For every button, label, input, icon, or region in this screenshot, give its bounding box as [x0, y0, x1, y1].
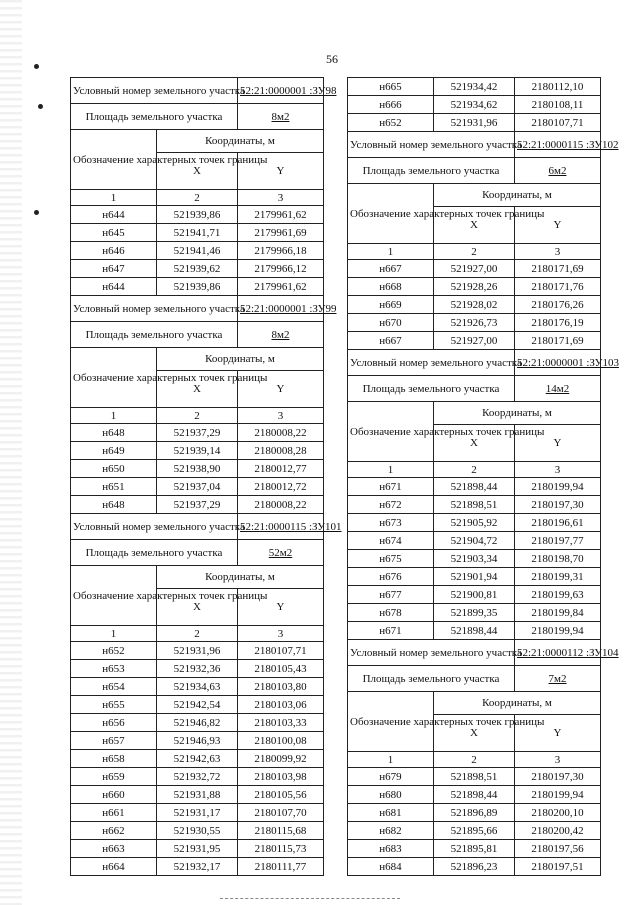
column-number: 2 — [157, 408, 238, 424]
y-coordinate: 2180107,71 — [238, 642, 324, 660]
x-coordinate: 521904,72 — [434, 532, 515, 550]
y-coordinate: 2180012,72 — [238, 478, 324, 496]
y-coordinate: 2180103,33 — [238, 714, 324, 732]
column-number-row — [71, 408, 324, 424]
y-coordinate: 2180199,94 — [515, 622, 601, 640]
table-row — [71, 478, 324, 496]
y-coordinate: 2180099,92 — [238, 750, 324, 768]
point-name: н647 — [71, 260, 157, 278]
coords-header-row — [71, 566, 324, 589]
y-coordinate: 2180197,77 — [515, 532, 601, 550]
scan-edge — [0, 0, 22, 905]
table-row — [71, 660, 324, 678]
table-row — [71, 442, 324, 460]
parcel-area-row — [71, 540, 324, 566]
parcel-area-label: Площадь земельного участка — [348, 158, 515, 184]
point-name: н671 — [348, 622, 434, 640]
point-name: н673 — [348, 514, 434, 532]
parcel-area-label: Площадь земельного участка — [71, 322, 238, 348]
x-coordinate: 521934,63 — [157, 678, 238, 696]
x-coordinate: 521937,29 — [157, 424, 238, 442]
parcel-number-label: Условный номер земельного участка — [348, 132, 515, 158]
page-number: 56 — [326, 52, 338, 66]
table-row — [348, 96, 601, 114]
column-number-row — [348, 462, 601, 478]
point-name: н668 — [348, 278, 434, 296]
table-row — [348, 858, 601, 876]
y-header: Y — [238, 153, 324, 190]
point-name: н650 — [71, 460, 157, 478]
point-name: н659 — [71, 768, 157, 786]
table-row — [348, 496, 601, 514]
point-name: н667 — [348, 332, 434, 350]
x-coordinate: 521941,71 — [157, 224, 238, 242]
point-name: н670 — [348, 314, 434, 332]
x-header: X — [434, 425, 515, 462]
x-coordinate: 521898,44 — [434, 622, 515, 640]
left-coordinates-table — [70, 77, 342, 876]
right-coordinates-table — [347, 77, 619, 876]
column-number: 1 — [71, 408, 157, 424]
y-coordinate: 2180108,11 — [515, 96, 601, 114]
x-coordinate: 521905,92 — [434, 514, 515, 532]
parcel-area-value: 8м2 — [238, 104, 324, 130]
point-name: н652 — [348, 114, 434, 132]
coords-header-row — [348, 402, 601, 425]
parcel-area-value: 8м2 — [238, 322, 324, 348]
table-row — [71, 642, 324, 660]
x-coordinate: 521942,63 — [157, 750, 238, 768]
parcel-area-label: Площадь земельного участка — [348, 666, 515, 692]
y-coordinate: 2180103,98 — [238, 768, 324, 786]
column-number: 1 — [348, 462, 434, 478]
parcel-number-value: 52:21:0000001 :ЗУ103 — [515, 350, 601, 376]
point-name: н664 — [71, 858, 157, 876]
y-coordinate: 2180200,42 — [515, 822, 601, 840]
column-number: 3 — [238, 408, 324, 424]
x-coordinate: 521931,96 — [434, 114, 515, 132]
table-row — [348, 786, 601, 804]
y-coordinate: 2180199,31 — [515, 568, 601, 586]
point-name: н653 — [71, 660, 157, 678]
column-number: 1 — [348, 752, 434, 768]
x-coordinate: 521939,86 — [157, 278, 238, 296]
x-coordinate: 521932,17 — [157, 858, 238, 876]
point-name: н654 — [71, 678, 157, 696]
point-name: н676 — [348, 568, 434, 586]
x-coordinate: 521937,29 — [157, 496, 238, 514]
parcel-number-row — [71, 78, 324, 104]
x-coordinate: 521930,55 — [157, 822, 238, 840]
coordinates-header: Координаты, м — [157, 130, 324, 153]
parcel-area-row — [348, 666, 601, 692]
y-coordinate: 2180103,06 — [238, 696, 324, 714]
point-name: н644 — [71, 206, 157, 224]
point-designation-header: Обозначение характерных точек границы — [348, 402, 434, 462]
parcel-number-value: 52:21:0000115 :ЗУ102 — [515, 132, 601, 158]
parcel-number-row — [348, 350, 601, 376]
x-coordinate: 521927,00 — [434, 260, 515, 278]
coords-header-row — [348, 184, 601, 207]
point-name: н682 — [348, 822, 434, 840]
column-number: 2 — [434, 244, 515, 260]
y-coordinate: 2180197,30 — [515, 496, 601, 514]
y-coordinate: 2180171,69 — [515, 332, 601, 350]
point-name: н665 — [348, 78, 434, 96]
coords-header-row — [348, 692, 601, 715]
y-coordinate: 2180199,94 — [515, 786, 601, 804]
parcel-number-row — [348, 132, 601, 158]
table-row — [71, 714, 324, 732]
y-coordinate: 2180100,08 — [238, 732, 324, 750]
table-row — [348, 604, 601, 622]
point-name: н652 — [71, 642, 157, 660]
y-coordinate: 2180012,77 — [238, 460, 324, 478]
parcel-number-value: 52:21:0000001 :ЗУ99 — [238, 296, 324, 322]
table-row — [348, 586, 601, 604]
y-coordinate: 2180008,22 — [238, 424, 324, 442]
point-name: н657 — [71, 732, 157, 750]
x-coordinate: 521946,82 — [157, 714, 238, 732]
table-row — [348, 296, 601, 314]
x-coordinate: 521901,94 — [434, 568, 515, 586]
column-number: 2 — [434, 752, 515, 768]
y-coordinate: 2180199,94 — [515, 478, 601, 496]
table-row — [71, 768, 324, 786]
parcel-area-row — [71, 104, 324, 130]
point-name: н679 — [348, 768, 434, 786]
point-name: н646 — [71, 242, 157, 260]
parcel-number-value: 52:21:0000112 :ЗУ104 — [515, 640, 601, 666]
table-row — [348, 514, 601, 532]
table-row — [71, 822, 324, 840]
y-header: Y — [515, 715, 601, 752]
table-row — [348, 478, 601, 496]
table-row — [348, 568, 601, 586]
x-coordinate: 521898,51 — [434, 496, 515, 514]
point-name: н677 — [348, 586, 434, 604]
point-name: н648 — [71, 496, 157, 514]
table-row — [71, 678, 324, 696]
parcel-number-label: Условный номер земельного участка — [348, 350, 515, 376]
y-coordinate: 2180176,26 — [515, 296, 601, 314]
parcel-number-label: Условный номер земельного участка — [71, 514, 238, 540]
y-coordinate: 2180171,69 — [515, 260, 601, 278]
y-coordinate: 2179961,62 — [238, 206, 324, 224]
x-coordinate: 521927,00 — [434, 332, 515, 350]
column-number: 2 — [157, 626, 238, 642]
y-coordinate: 2180105,56 — [238, 786, 324, 804]
point-name: н655 — [71, 696, 157, 714]
x-coordinate: 521900,81 — [434, 586, 515, 604]
y-coordinate: 2180198,70 — [515, 550, 601, 568]
parcel-area-value: 6м2 — [515, 158, 601, 184]
x-coordinate: 521928,26 — [434, 278, 515, 296]
parcel-area-row — [348, 158, 601, 184]
point-name: н678 — [348, 604, 434, 622]
table-row — [71, 206, 324, 224]
x-coordinate: 521898,51 — [434, 768, 515, 786]
table-row — [348, 550, 601, 568]
coordinates-header: Координаты, м — [157, 348, 324, 371]
point-name: н671 — [348, 478, 434, 496]
x-coordinate: 521898,44 — [434, 478, 515, 496]
x-coordinate: 521895,81 — [434, 840, 515, 858]
x-coordinate: 521934,62 — [434, 96, 515, 114]
x-coordinate: 521946,93 — [157, 732, 238, 750]
column-number: 3 — [238, 626, 324, 642]
table-row — [71, 750, 324, 768]
table-row — [71, 460, 324, 478]
point-name: н663 — [71, 840, 157, 858]
x-coordinate: 521938,90 — [157, 460, 238, 478]
table-row — [348, 840, 601, 858]
point-name: н667 — [348, 260, 434, 278]
table-row — [71, 496, 324, 514]
x-coordinate: 521899,35 — [434, 604, 515, 622]
parcel-area-row — [348, 376, 601, 402]
y-coordinate: 2180107,71 — [515, 114, 601, 132]
table-row — [348, 332, 601, 350]
y-coordinate: 2180197,30 — [515, 768, 601, 786]
point-name: н681 — [348, 804, 434, 822]
y-header: Y — [238, 371, 324, 408]
y-coordinate: 2180111,77 — [238, 858, 324, 876]
y-header: Y — [515, 207, 601, 244]
table-row — [71, 424, 324, 442]
parcel-number-label: Условный номер земельного участка — [71, 78, 238, 104]
column-number-row — [71, 626, 324, 642]
point-designation-header: Обозначение характерных точек границы — [348, 692, 434, 752]
column-number: 1 — [71, 626, 157, 642]
x-coordinate: 521941,46 — [157, 242, 238, 260]
point-designation-header: Обозначение характерных точек границы — [71, 348, 157, 408]
point-name: н656 — [71, 714, 157, 732]
parcel-area-label: Площадь земельного участка — [71, 540, 238, 566]
table-row — [71, 804, 324, 822]
table-row — [71, 696, 324, 714]
column-number: 3 — [515, 462, 601, 478]
binding-hole — [34, 210, 39, 215]
point-name: н683 — [348, 840, 434, 858]
table-row — [348, 78, 601, 96]
y-coordinate: 2180197,56 — [515, 840, 601, 858]
column-number-row — [71, 190, 324, 206]
coordinates-header: Координаты, м — [434, 184, 601, 207]
table-row — [348, 314, 601, 332]
x-header: X — [434, 207, 515, 244]
footer-line — [220, 898, 400, 899]
y-coordinate: 2180107,70 — [238, 804, 324, 822]
point-name: н660 — [71, 786, 157, 804]
point-designation-header: Обозначение характерных точек границы — [71, 130, 157, 190]
parcel-area-row — [71, 322, 324, 348]
y-coordinate: 2180115,73 — [238, 840, 324, 858]
column-number: 1 — [348, 244, 434, 260]
x-coordinate: 521895,66 — [434, 822, 515, 840]
parcel-number-value: 52:21:0000001 :ЗУ98 — [238, 78, 324, 104]
table-row — [71, 858, 324, 876]
column-number: 3 — [515, 244, 601, 260]
table-row — [71, 786, 324, 804]
table-row — [348, 804, 601, 822]
y-coordinate: 2180199,63 — [515, 586, 601, 604]
x-coordinate: 521939,14 — [157, 442, 238, 460]
table-row — [348, 278, 601, 296]
point-name: н644 — [71, 278, 157, 296]
table-row — [71, 260, 324, 278]
point-designation-header: Обозначение характерных точек границы — [348, 184, 434, 244]
point-name: н674 — [348, 532, 434, 550]
x-coordinate: 521934,42 — [434, 78, 515, 96]
y-coordinate: 2180196,61 — [515, 514, 601, 532]
point-name: н648 — [71, 424, 157, 442]
x-coordinate: 521898,44 — [434, 786, 515, 804]
point-name: н649 — [71, 442, 157, 460]
point-name: н684 — [348, 858, 434, 876]
y-header: Y — [515, 425, 601, 462]
y-coordinate: 2179966,12 — [238, 260, 324, 278]
x-coordinate: 521896,23 — [434, 858, 515, 876]
x-coordinate: 521937,04 — [157, 478, 238, 496]
parcel-area-value: 14м2 — [515, 376, 601, 402]
point-designation-header: Обозначение характерных точек границы — [71, 566, 157, 626]
x-header: X — [157, 371, 238, 408]
x-coordinate: 521932,36 — [157, 660, 238, 678]
x-header: X — [157, 153, 238, 190]
table-row — [71, 732, 324, 750]
point-name: н680 — [348, 786, 434, 804]
y-coordinate: 2180200,10 — [515, 804, 601, 822]
parcel-number-row — [71, 296, 324, 322]
y-coordinate: 2180115,68 — [238, 822, 324, 840]
parcel-area-value: 52м2 — [238, 540, 324, 566]
x-coordinate: 521903,34 — [434, 550, 515, 568]
table-row — [71, 840, 324, 858]
parcel-area-label: Площадь земельного участка — [348, 376, 515, 402]
y-coordinate: 2180171,76 — [515, 278, 601, 296]
table-row — [71, 224, 324, 242]
y-coordinate: 2180105,43 — [238, 660, 324, 678]
parcel-number-label: Условный номер земельного участка — [71, 296, 238, 322]
point-name: н675 — [348, 550, 434, 568]
table-row — [348, 532, 601, 550]
x-coordinate: 521932,72 — [157, 768, 238, 786]
coordinates-header: Координаты, м — [434, 402, 601, 425]
x-coordinate: 521931,88 — [157, 786, 238, 804]
coordinates-header: Координаты, м — [434, 692, 601, 715]
x-coordinate: 521931,17 — [157, 804, 238, 822]
x-coordinate: 521926,73 — [434, 314, 515, 332]
table-row — [348, 260, 601, 278]
table-row — [71, 278, 324, 296]
point-name: н662 — [71, 822, 157, 840]
table-row — [348, 114, 601, 132]
y-coordinate: 2180112,10 — [515, 78, 601, 96]
parcel-area-label: Площадь земельного участка — [71, 104, 238, 130]
y-coordinate: 2179966,18 — [238, 242, 324, 260]
parcel-number-label: Условный номер земельного участка — [348, 640, 515, 666]
y-coordinate: 2180008,28 — [238, 442, 324, 460]
column-number: 3 — [515, 752, 601, 768]
point-name: н651 — [71, 478, 157, 496]
y-coordinate: 2179961,69 — [238, 224, 324, 242]
y-coordinate: 2180199,84 — [515, 604, 601, 622]
x-coordinate: 521896,89 — [434, 804, 515, 822]
coords-header-row — [71, 130, 324, 153]
parcel-area-value: 7м2 — [515, 666, 601, 692]
point-name: н669 — [348, 296, 434, 314]
y-coordinate: 2180103,80 — [238, 678, 324, 696]
x-coordinate: 521939,62 — [157, 260, 238, 278]
parcel-number-row — [348, 640, 601, 666]
parcel-number-value: 52:21:0000115 :ЗУ101 — [238, 514, 324, 540]
x-coordinate: 521928,02 — [434, 296, 515, 314]
x-header: X — [434, 715, 515, 752]
y-coordinate: 2179961,62 — [238, 278, 324, 296]
coordinates-header: Координаты, м — [157, 566, 324, 589]
point-name: н658 — [71, 750, 157, 768]
coords-header-row — [71, 348, 324, 371]
x-header: X — [157, 589, 238, 626]
y-coordinate: 2180197,51 — [515, 858, 601, 876]
column-number: 2 — [434, 462, 515, 478]
x-coordinate: 521939,86 — [157, 206, 238, 224]
point-name: н666 — [348, 96, 434, 114]
x-coordinate: 521931,95 — [157, 840, 238, 858]
table-row — [348, 622, 601, 640]
y-coordinate: 2180008,22 — [238, 496, 324, 514]
column-number: 2 — [157, 190, 238, 206]
point-name: н672 — [348, 496, 434, 514]
y-header: Y — [238, 589, 324, 626]
point-name: н645 — [71, 224, 157, 242]
point-name: н661 — [71, 804, 157, 822]
x-coordinate: 521931,96 — [157, 642, 238, 660]
table-row — [71, 242, 324, 260]
column-number-row — [348, 752, 601, 768]
parcel-number-row — [71, 514, 324, 540]
x-coordinate: 521942,54 — [157, 696, 238, 714]
binding-hole — [38, 104, 43, 109]
y-coordinate: 2180176,19 — [515, 314, 601, 332]
binding-hole — [34, 64, 39, 69]
column-number: 3 — [238, 190, 324, 206]
table-row — [348, 768, 601, 786]
column-number: 1 — [71, 190, 157, 206]
table-row — [348, 822, 601, 840]
column-number-row — [348, 244, 601, 260]
